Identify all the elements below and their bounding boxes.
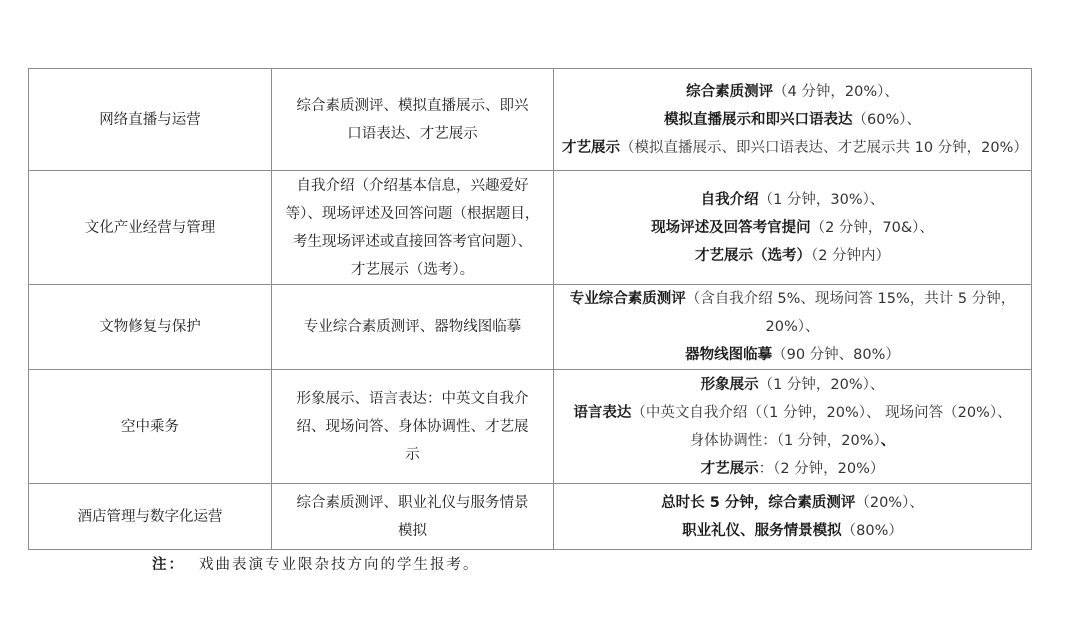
content-line: 专业综合素质测评、器物线图临摹 [303,319,522,335]
format-item-bold: 才艺展示 [562,139,620,156]
format-line [562,371,1023,399]
format-line [562,489,1023,517]
content-line: 示 [405,446,420,463]
format-detail: 身体协调性：（1 分钟，20%） [689,432,881,449]
format-item-bold: 自我介绍 [700,191,759,208]
format-detail: （2 分钟，70&）、 [810,219,934,236]
major-name: 空中乘务 [29,370,272,484]
content-line: 绍、现场问答、身体协调性、才艺展 [296,418,529,435]
format-detail: （含自我介绍 5%、现场问答 15%，共计 5 分钟， [685,291,1016,307]
format-detail: （80%） [841,522,903,539]
content-line: 考生现场评述或直接回答考官问题）、 [292,233,533,250]
format-detail: （90 分钟、80%） [772,347,900,363]
format-detail: ：（2 分钟，20%） [758,460,885,477]
format-line [562,399,1023,427]
exam-content [272,285,554,370]
exam-content [272,171,554,285]
format-item-bold: 综合素质测评 [686,83,774,100]
format-item-bold: 语言表达 [573,404,632,421]
format-detail: （1 分钟，20%）、 [758,376,885,393]
table-row [29,69,1032,171]
format-item-bold: 专业综合素质测评 [569,291,686,307]
format-line [562,341,1023,369]
format-item-bold: 、 [880,432,896,449]
footnote-label: 注： [152,557,185,573]
format-item-bold: 才艺展示 [700,460,759,477]
format-line [562,427,1023,455]
content-line: 形象展示、语言表达：中英文自我介 [296,390,529,407]
format-line [562,214,1023,242]
format-line [562,134,1028,162]
format-item-bold: 现场评述及回答考官提问 [651,219,811,236]
format-item-bold: 形象展示 [700,376,759,393]
footnote [152,553,480,574]
format-item-bold: 总时长 5 分钟，综合素质测评 [661,494,856,511]
table-row [29,171,1032,285]
exam-format [554,484,1032,550]
format-detail: （20%）、 [855,494,924,511]
format-line [562,313,1023,341]
content-line: 等）、现场评述及回答问题（根据题目， [285,205,540,222]
exam-format [554,69,1032,171]
footnote-text: 戏曲表演专业限杂技方向的学生报考。 [199,557,480,573]
format-item-bold: 职业礼仪、服务情景模拟 [682,522,842,539]
table-row [29,370,1032,484]
format-line [562,242,1023,270]
format-detail: （4 分钟，20%）、 [773,83,899,100]
format-item-bold: 模拟直播展示和即兴口语表达 [664,111,853,128]
format-line [562,186,1023,214]
content-line: 综合素质测评、职业礼仪与服务情景 [296,494,529,511]
major-name: 网络直播与运营 [29,69,272,171]
major-name: 酒店管理与数字化运营 [29,484,272,550]
format-detail: 20%）、 [765,319,820,335]
content-line: 口语表达、才艺展示 [347,125,478,142]
format-detail: （2 分钟内） [810,247,891,264]
format-item-bold: 器物线图临摹 [685,347,773,363]
format-line [562,285,1023,313]
exam-format [554,370,1032,484]
major-name: 文物修复与保护 [29,285,272,370]
table-row [29,285,1032,370]
major-name: 文化产业经营与管理 [29,171,272,285]
format-line [562,106,1023,134]
exam-content [272,370,554,484]
exam-format [554,285,1032,370]
format-detail: （中英文自我介绍（（1 分钟，20%）、 现场问答（20%）、 [631,404,1012,421]
format-line [562,455,1023,483]
exam-format [554,171,1032,285]
format-detail: （模拟直播展示、即兴口语表达、才艺展示共 10 分钟，20%） [620,139,1028,156]
table-row [29,484,1032,550]
format-detail: （60%）、 [852,111,921,128]
format-line [562,78,1023,106]
content-line: 模拟 [398,522,427,539]
content-line: 才艺展示（选考）。 [350,261,475,278]
format-line [562,517,1023,545]
format-detail: （1 分钟，30%）、 [758,191,885,208]
exam-content [272,69,554,171]
exam-table [28,68,1032,550]
content-line: 综合素质测评、模拟直播展示、即兴 [296,97,529,114]
exam-content [272,484,554,550]
content-line: 自我介绍（介绍基本信息，兴趣爱好 [296,177,529,194]
format-item-bold: 才艺展示（选考） [694,247,811,264]
